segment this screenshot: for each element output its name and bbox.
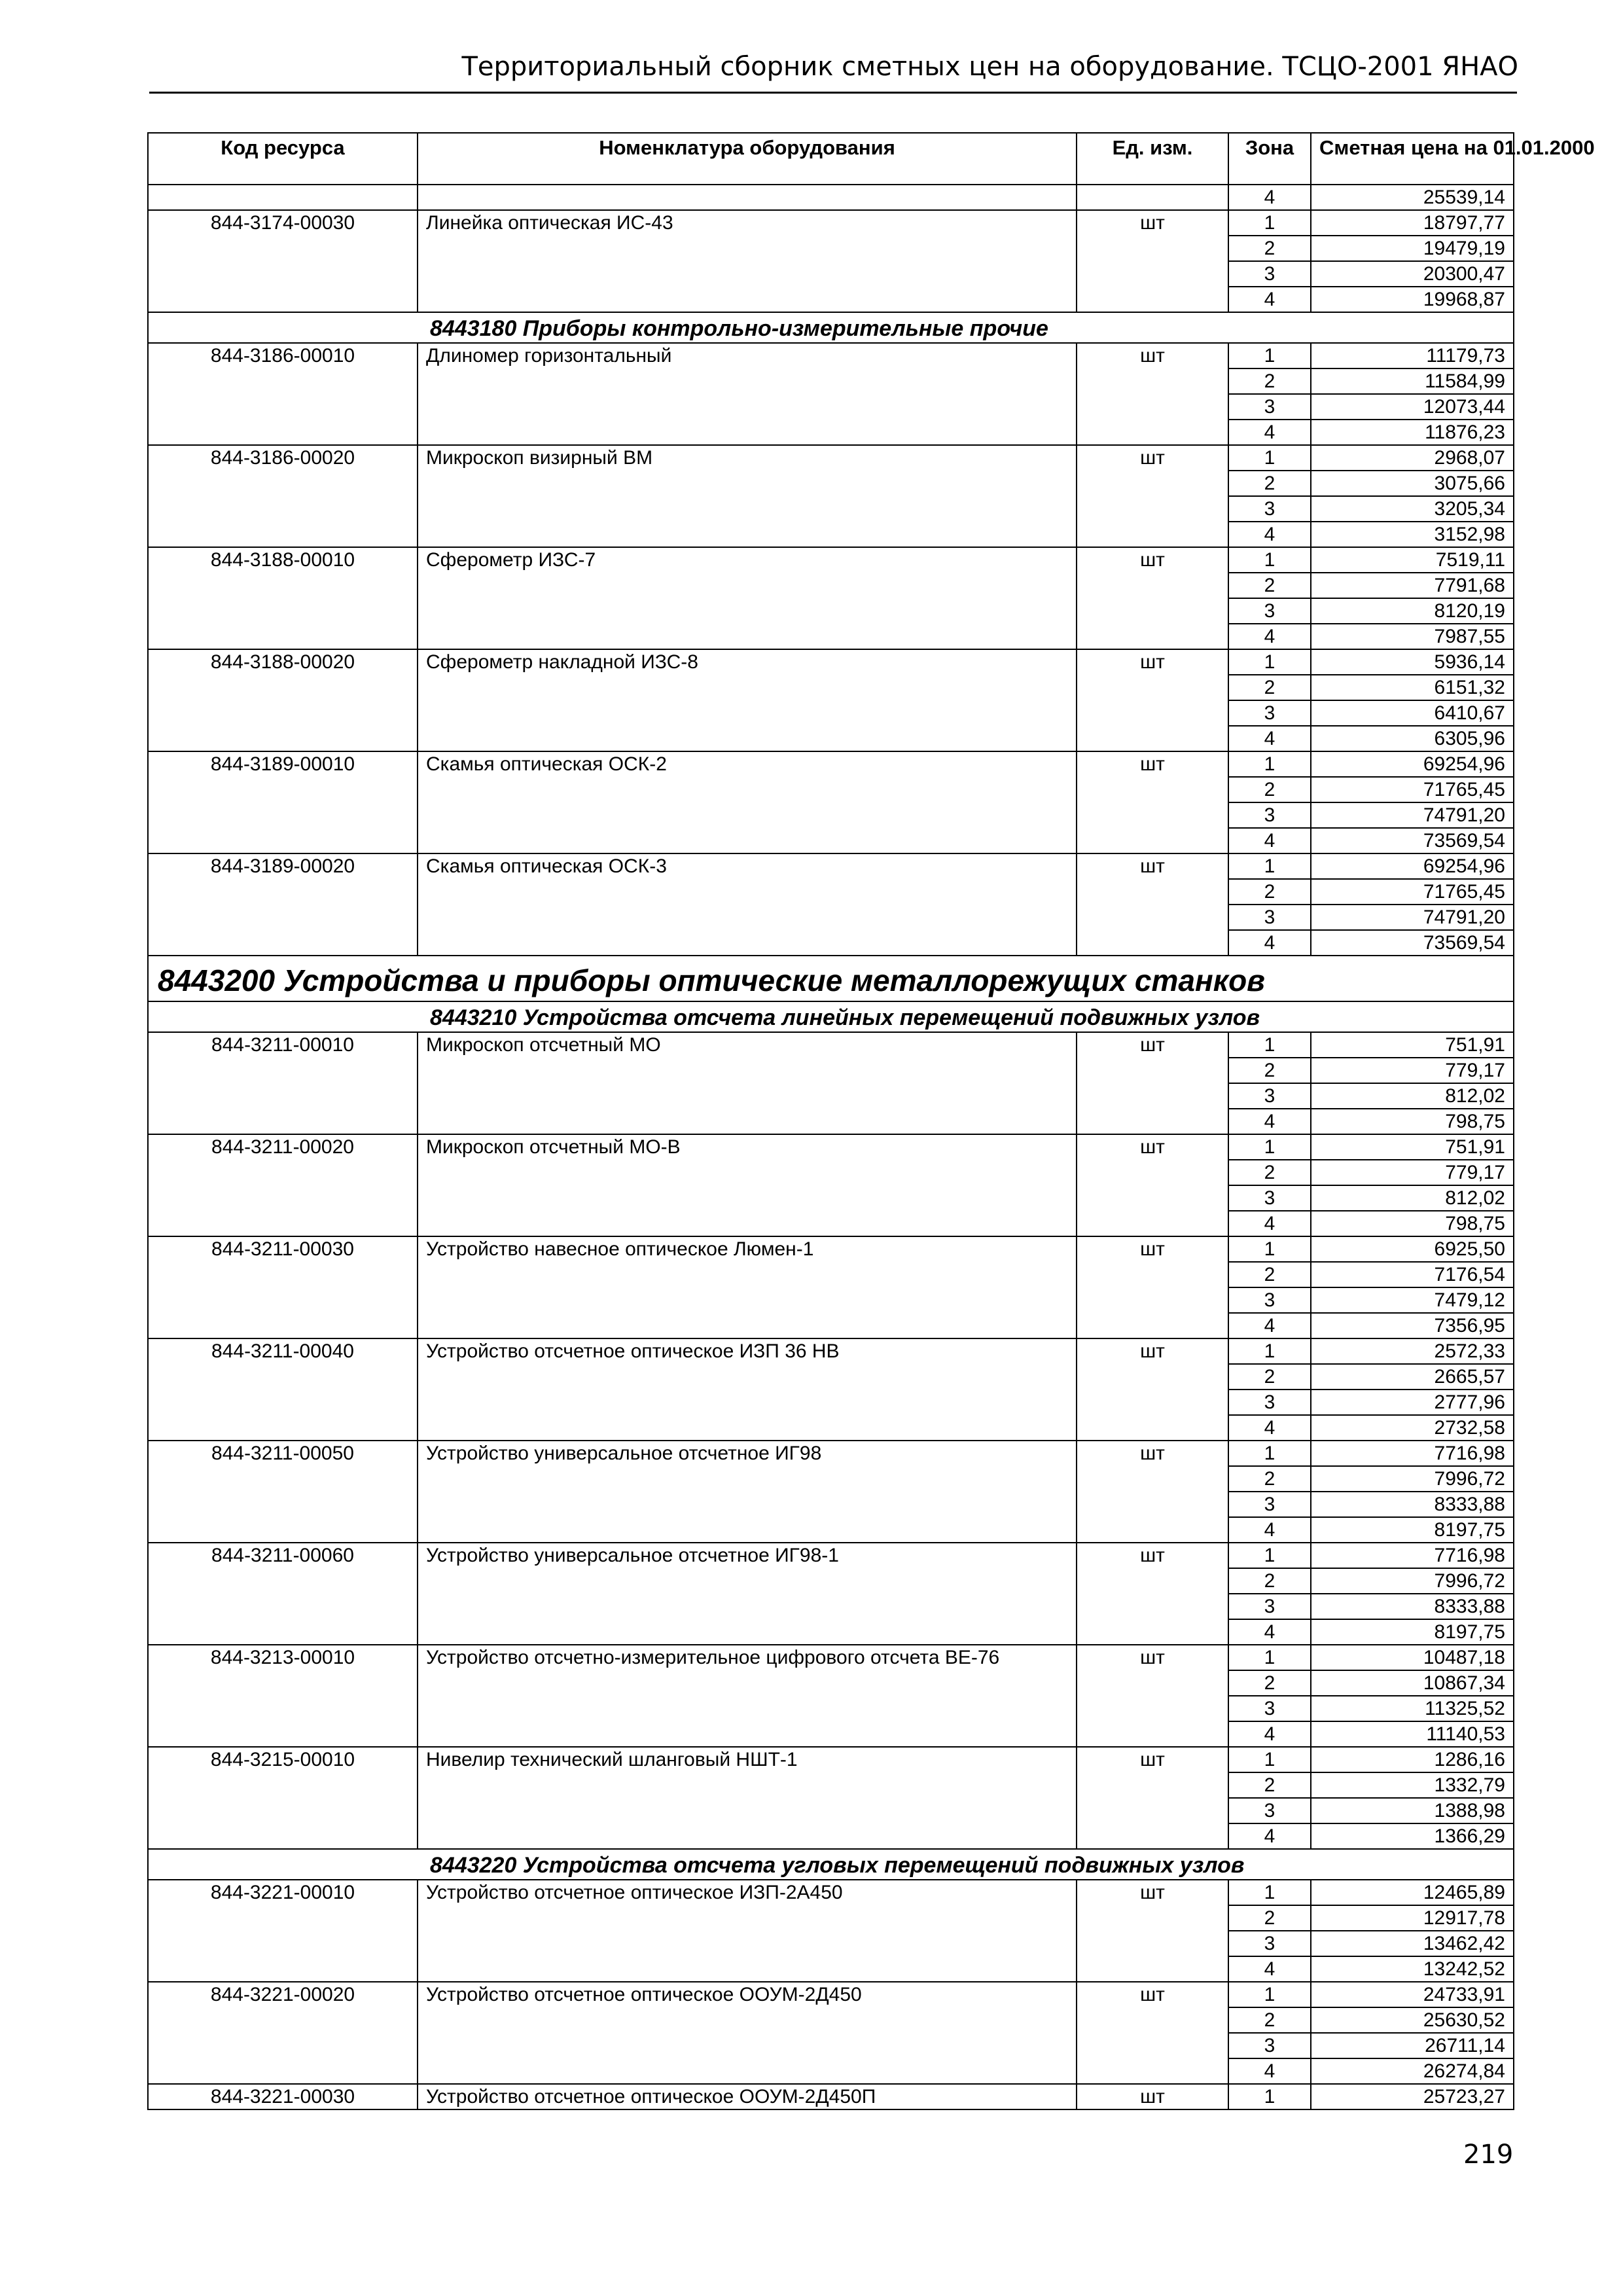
zone-cell: 1 <box>1228 649 1311 675</box>
zone-cell: 4 <box>1228 420 1311 445</box>
zone-cell: 4 <box>1228 1823 1311 1849</box>
zone-cell: 3 <box>1228 2033 1311 2058</box>
price-cell: 25723,27 <box>1311 2084 1514 2109</box>
price-cell: 18797,77 <box>1311 210 1514 236</box>
equipment-name: Устройство отсчетное оптическое ИЗП 36 НВ <box>418 1338 1077 1441</box>
price-cell: 779,17 <box>1311 1160 1514 1185</box>
zone-cell: 1 <box>1228 1543 1311 1568</box>
zone-cell: 2 <box>1228 471 1311 496</box>
zone-cell: 3 <box>1228 1594 1311 1619</box>
price-cell: 7987,55 <box>1311 624 1514 649</box>
price-cell: 12073,44 <box>1311 394 1514 420</box>
zone-cell: 3 <box>1228 1931 1311 1956</box>
table-row <box>148 547 1514 573</box>
resource-code: 844-3211-00050 <box>148 1441 418 1543</box>
equipment-name: Скамья оптическая ОСК-2 <box>418 751 1077 853</box>
resource-code: 844-3221-00030 <box>148 2084 418 2109</box>
section-heading-row <box>148 956 1514 1001</box>
zone-cell: 4 <box>1228 185 1311 210</box>
zone-cell: 1 <box>1228 1134 1311 1160</box>
equipment-name: Длиномер горизонтальный <box>418 343 1077 445</box>
unit-of-measure <box>1077 185 1228 210</box>
price-cell: 10867,34 <box>1311 1670 1514 1696</box>
zone-cell: 1 <box>1228 547 1311 573</box>
zone-cell: 2 <box>1228 777 1311 802</box>
zone-cell: 1 <box>1228 1645 1311 1670</box>
zone-cell: 2 <box>1228 1160 1311 1185</box>
zone-cell: 3 <box>1228 1390 1311 1415</box>
table-row <box>148 210 1514 236</box>
resource-code: 844-3188-00010 <box>148 547 418 649</box>
table-row <box>148 1645 1514 1670</box>
price-cell: 7356,95 <box>1311 1313 1514 1338</box>
price-cell: 1366,29 <box>1311 1823 1514 1849</box>
price-cell: 25539,14 <box>1311 185 1514 210</box>
zone-cell: 2 <box>1228 236 1311 261</box>
table-row <box>148 185 1514 210</box>
equipment-name: Устройство навесное оптическое Люмен-1 <box>418 1236 1077 1338</box>
equipment-name: Нивелир технический шланговый НШТ-1 <box>418 1747 1077 1849</box>
price-cell: 8333,88 <box>1311 1492 1514 1517</box>
unit-of-measure: шт <box>1077 343 1228 445</box>
zone-cell: 2 <box>1228 368 1311 394</box>
zone-cell: 4 <box>1228 1313 1311 1338</box>
resource-code: 844-3211-00010 <box>148 1032 418 1134</box>
price-cell: 25630,52 <box>1311 2007 1514 2033</box>
zone-cell: 1 <box>1228 751 1311 777</box>
unit-of-measure: шт <box>1077 1236 1228 1338</box>
zone-cell: 4 <box>1228 1109 1311 1134</box>
zone-cell: 4 <box>1228 1517 1311 1543</box>
equipment-name: Скамья оптическая ОСК-3 <box>418 853 1077 956</box>
resource-code: 844-3213-00010 <box>148 1645 418 1747</box>
unit-of-measure: шт <box>1077 1441 1228 1543</box>
zone-cell: 2 <box>1228 1568 1311 1594</box>
zone-cell: 4 <box>1228 287 1311 312</box>
equipment-name: Устройство отсчетное оптическое ООУМ-2Д450 <box>418 1982 1077 2084</box>
price-cell: 11876,23 <box>1311 420 1514 445</box>
zone-cell: 4 <box>1228 930 1311 956</box>
equipment-name: Устройство отсчетно-измерительное цифрового отсчета ВЕ-76 <box>418 1645 1077 1747</box>
price-cell: 1286,16 <box>1311 1747 1514 1772</box>
subsection-heading-row <box>148 312 1514 343</box>
price-cell: 798,75 <box>1311 1211 1514 1236</box>
price-cell: 71765,45 <box>1311 879 1514 905</box>
table-row <box>148 1134 1514 1160</box>
zone-cell: 2 <box>1228 675 1311 700</box>
price-cell: 751,91 <box>1311 1032 1514 1058</box>
price-cell: 8333,88 <box>1311 1594 1514 1619</box>
zone-cell: 4 <box>1228 1721 1311 1747</box>
price-cell: 74791,20 <box>1311 802 1514 828</box>
unit-of-measure: шт <box>1077 1880 1228 1982</box>
zone-cell: 1 <box>1228 343 1311 368</box>
price-cell: 71765,45 <box>1311 777 1514 802</box>
zone-cell: 4 <box>1228 624 1311 649</box>
price-cell: 7716,98 <box>1311 1543 1514 1568</box>
unit-of-measure: шт <box>1077 1543 1228 1645</box>
unit-of-measure: шт <box>1077 853 1228 956</box>
column-header-price: Сметная цена на 01.01.2000 <box>1311 133 1514 185</box>
zone-cell: 3 <box>1228 700 1311 726</box>
price-cell: 20300,47 <box>1311 261 1514 287</box>
zone-cell: 3 <box>1228 1492 1311 1517</box>
zone-cell: 3 <box>1228 802 1311 828</box>
price-cell: 3205,34 <box>1311 496 1514 522</box>
zone-cell: 1 <box>1228 445 1311 471</box>
equipment-name: Устройство отсчетное оптическое ИЗП-2А450 <box>418 1880 1077 1982</box>
subsection-heading: 8443210 Устройства отсчета линейных перемещений подвижных узлов <box>148 1001 1514 1032</box>
zone-cell: 2 <box>1228 879 1311 905</box>
resource-code: 844-3189-00010 <box>148 751 418 853</box>
zone-cell: 1 <box>1228 1441 1311 1466</box>
column-header-name: Номенклатура оборудования <box>418 133 1077 185</box>
price-cell: 7176,54 <box>1311 1262 1514 1287</box>
price-cell: 11584,99 <box>1311 368 1514 394</box>
price-cell: 7996,72 <box>1311 1568 1514 1594</box>
price-cell: 6925,50 <box>1311 1236 1514 1262</box>
unit-of-measure: шт <box>1077 1982 1228 2084</box>
price-cell: 12465,89 <box>1311 1880 1514 1905</box>
equipment-name: Сферометр накладной ИЗС-8 <box>418 649 1077 751</box>
subsection-heading: 8443180 Приборы контрольно-измерительные прочие <box>148 312 1514 343</box>
table-row <box>148 751 1514 777</box>
equipment-name: Сферометр ИЗС-7 <box>418 547 1077 649</box>
unit-of-measure: шт <box>1077 445 1228 547</box>
price-cell: 1388,98 <box>1311 1798 1514 1823</box>
zone-cell: 1 <box>1228 210 1311 236</box>
price-cell: 26711,14 <box>1311 2033 1514 2058</box>
price-cell: 73569,54 <box>1311 930 1514 956</box>
table-row <box>148 1441 1514 1466</box>
zone-cell: 4 <box>1228 522 1311 547</box>
zone-cell: 1 <box>1228 1236 1311 1262</box>
unit-of-measure: шт <box>1077 1338 1228 1441</box>
price-cell: 5936,14 <box>1311 649 1514 675</box>
zone-cell: 1 <box>1228 1338 1311 1364</box>
price-cell: 2665,57 <box>1311 1364 1514 1390</box>
unit-of-measure: шт <box>1077 547 1228 649</box>
resource-code: 844-3211-00030 <box>148 1236 418 1338</box>
subsection-heading-row <box>148 1001 1514 1032</box>
zone-cell: 1 <box>1228 1032 1311 1058</box>
price-table <box>147 132 1595 2110</box>
zone-cell: 4 <box>1228 828 1311 853</box>
price-cell: 798,75 <box>1311 1109 1514 1134</box>
price-cell: 8197,75 <box>1311 1619 1514 1645</box>
table-row <box>148 1747 1514 1772</box>
zone-cell: 3 <box>1228 1185 1311 1211</box>
price-cell: 24733,91 <box>1311 1982 1514 2007</box>
resource-code: 844-3211-00040 <box>148 1338 418 1441</box>
zone-cell: 2 <box>1228 1466 1311 1492</box>
table-row <box>148 343 1514 368</box>
price-cell: 2968,07 <box>1311 445 1514 471</box>
price-cell: 3152,98 <box>1311 522 1514 547</box>
resource-code: 844-3215-00010 <box>148 1747 418 1849</box>
resource-code: 844-3211-00060 <box>148 1543 418 1645</box>
section-heading: 8443200 Устройства и приборы оптические металлорежущих станков <box>148 956 1514 1001</box>
price-cell: 7791,68 <box>1311 573 1514 598</box>
zone-cell: 4 <box>1228 1415 1311 1441</box>
price-cell: 19479,19 <box>1311 236 1514 261</box>
price-cell: 812,02 <box>1311 1083 1514 1109</box>
zone-cell: 1 <box>1228 1982 1311 2007</box>
equipment-name: Устройство отсчетное оптическое ООУМ-2Д450П <box>418 2084 1077 2109</box>
zone-cell: 3 <box>1228 1798 1311 1823</box>
price-cell: 11179,73 <box>1311 343 1514 368</box>
unit-of-measure: шт <box>1077 210 1228 312</box>
price-cell: 8197,75 <box>1311 1517 1514 1543</box>
price-cell: 13462,42 <box>1311 1931 1514 1956</box>
table-row <box>148 1880 1514 1905</box>
zone-cell: 3 <box>1228 496 1311 522</box>
equipment-name: Устройство универсальное отсчетное ИГ98-1 <box>418 1543 1077 1645</box>
equipment-name <box>418 185 1077 210</box>
price-cell: 751,91 <box>1311 1134 1514 1160</box>
zone-cell: 4 <box>1228 2058 1311 2084</box>
price-cell: 3075,66 <box>1311 471 1514 496</box>
price-cell: 26274,84 <box>1311 2058 1514 2084</box>
resource-code <box>148 185 418 210</box>
column-header-zone: Зона <box>1228 133 1311 185</box>
column-header-unit: Ед. изм. <box>1077 133 1228 185</box>
zone-cell: 4 <box>1228 1956 1311 1982</box>
resource-code: 844-3221-00020 <box>148 1982 418 2084</box>
table-header-row <box>148 133 1514 185</box>
zone-cell: 2 <box>1228 2007 1311 2033</box>
price-cell: 6151,32 <box>1311 675 1514 700</box>
resource-code: 844-3186-00010 <box>148 343 418 445</box>
table-row <box>148 445 1514 471</box>
equipment-name: Микроскоп визирный ВМ <box>418 445 1077 547</box>
resource-code: 844-3174-00030 <box>148 210 418 312</box>
unit-of-measure: шт <box>1077 2084 1228 2109</box>
zone-cell: 2 <box>1228 573 1311 598</box>
zone-cell: 4 <box>1228 1211 1311 1236</box>
unit-of-measure: шт <box>1077 1645 1228 1747</box>
resource-code: 844-3221-00010 <box>148 1880 418 1982</box>
resource-code: 844-3211-00020 <box>148 1134 418 1236</box>
header-divider <box>149 92 1517 94</box>
price-cell: 7716,98 <box>1311 1441 1514 1466</box>
table-row <box>148 1543 1514 1568</box>
unit-of-measure: шт <box>1077 1747 1228 1849</box>
price-cell: 7519,11 <box>1311 547 1514 573</box>
price-cell: 2572,33 <box>1311 1338 1514 1364</box>
equipment-name: Устройство универсальное отсчетное ИГ98 <box>418 1441 1077 1543</box>
price-cell: 779,17 <box>1311 1058 1514 1083</box>
zone-cell: 2 <box>1228 1364 1311 1390</box>
zone-cell: 3 <box>1228 261 1311 287</box>
equipment-name: Линейка оптическая ИС-43 <box>418 210 1077 312</box>
table-row <box>148 1236 1514 1262</box>
zone-cell: 2 <box>1228 1670 1311 1696</box>
resource-code: 844-3188-00020 <box>148 649 418 751</box>
table-row <box>148 649 1514 675</box>
price-cell: 69254,96 <box>1311 751 1514 777</box>
price-cell: 7479,12 <box>1311 1287 1514 1313</box>
zone-cell: 3 <box>1228 1083 1311 1109</box>
price-cell: 13242,52 <box>1311 1956 1514 1982</box>
zone-cell: 3 <box>1228 394 1311 420</box>
equipment-name: Микроскоп отсчетный МО <box>418 1032 1077 1134</box>
price-cell: 19968,87 <box>1311 287 1514 312</box>
price-cell: 8120,19 <box>1311 598 1514 624</box>
unit-of-measure: шт <box>1077 649 1228 751</box>
table-row <box>148 2084 1514 2109</box>
table-row <box>148 853 1514 879</box>
unit-of-measure: шт <box>1077 1134 1228 1236</box>
table-row <box>148 1032 1514 1058</box>
table-body <box>148 185 1514 2109</box>
page-number: 219 <box>1463 2140 1514 2170</box>
price-cell: 10487,18 <box>1311 1645 1514 1670</box>
price-cell: 12917,78 <box>1311 1905 1514 1931</box>
price-cell: 6410,67 <box>1311 700 1514 726</box>
unit-of-measure: шт <box>1077 751 1228 853</box>
price-cell: 11140,53 <box>1311 1721 1514 1747</box>
table-row <box>148 1982 1514 2007</box>
zone-cell: 2 <box>1228 1262 1311 1287</box>
zone-cell: 2 <box>1228 1772 1311 1798</box>
document-header-title: Территориальный сборник сметных цен на оборудование. ТСЦО-2001 ЯНАО <box>461 52 1518 82</box>
price-cell: 74791,20 <box>1311 905 1514 930</box>
price-cell: 2777,96 <box>1311 1390 1514 1415</box>
resource-code: 844-3189-00020 <box>148 853 418 956</box>
price-cell: 1332,79 <box>1311 1772 1514 1798</box>
subsection-heading: 8443220 Устройства отсчета угловых перемещений подвижных узлов <box>148 1849 1514 1880</box>
zone-cell: 2 <box>1228 1905 1311 1931</box>
price-cell: 2732,58 <box>1311 1415 1514 1441</box>
price-cell: 7996,72 <box>1311 1466 1514 1492</box>
table-row <box>148 1338 1514 1364</box>
column-header-code: Код ресурса <box>148 133 418 185</box>
zone-cell: 4 <box>1228 726 1311 751</box>
price-cell: 73569,54 <box>1311 828 1514 853</box>
price-cell: 11325,52 <box>1311 1696 1514 1721</box>
zone-cell: 1 <box>1228 1747 1311 1772</box>
resource-code: 844-3186-00020 <box>148 445 418 547</box>
zone-cell: 2 <box>1228 1058 1311 1083</box>
zone-cell: 4 <box>1228 1619 1311 1645</box>
subsection-heading-row <box>148 1849 1514 1880</box>
zone-cell: 3 <box>1228 1696 1311 1721</box>
price-cell: 6305,96 <box>1311 726 1514 751</box>
zone-cell: 3 <box>1228 1287 1311 1313</box>
unit-of-measure: шт <box>1077 1032 1228 1134</box>
price-cell: 69254,96 <box>1311 853 1514 879</box>
zone-cell: 1 <box>1228 2084 1311 2109</box>
zone-cell: 1 <box>1228 853 1311 879</box>
equipment-name: Микроскоп отсчетный МО-В <box>418 1134 1077 1236</box>
zone-cell: 3 <box>1228 905 1311 930</box>
price-cell: 812,02 <box>1311 1185 1514 1211</box>
zone-cell: 1 <box>1228 1880 1311 1905</box>
zone-cell: 3 <box>1228 598 1311 624</box>
